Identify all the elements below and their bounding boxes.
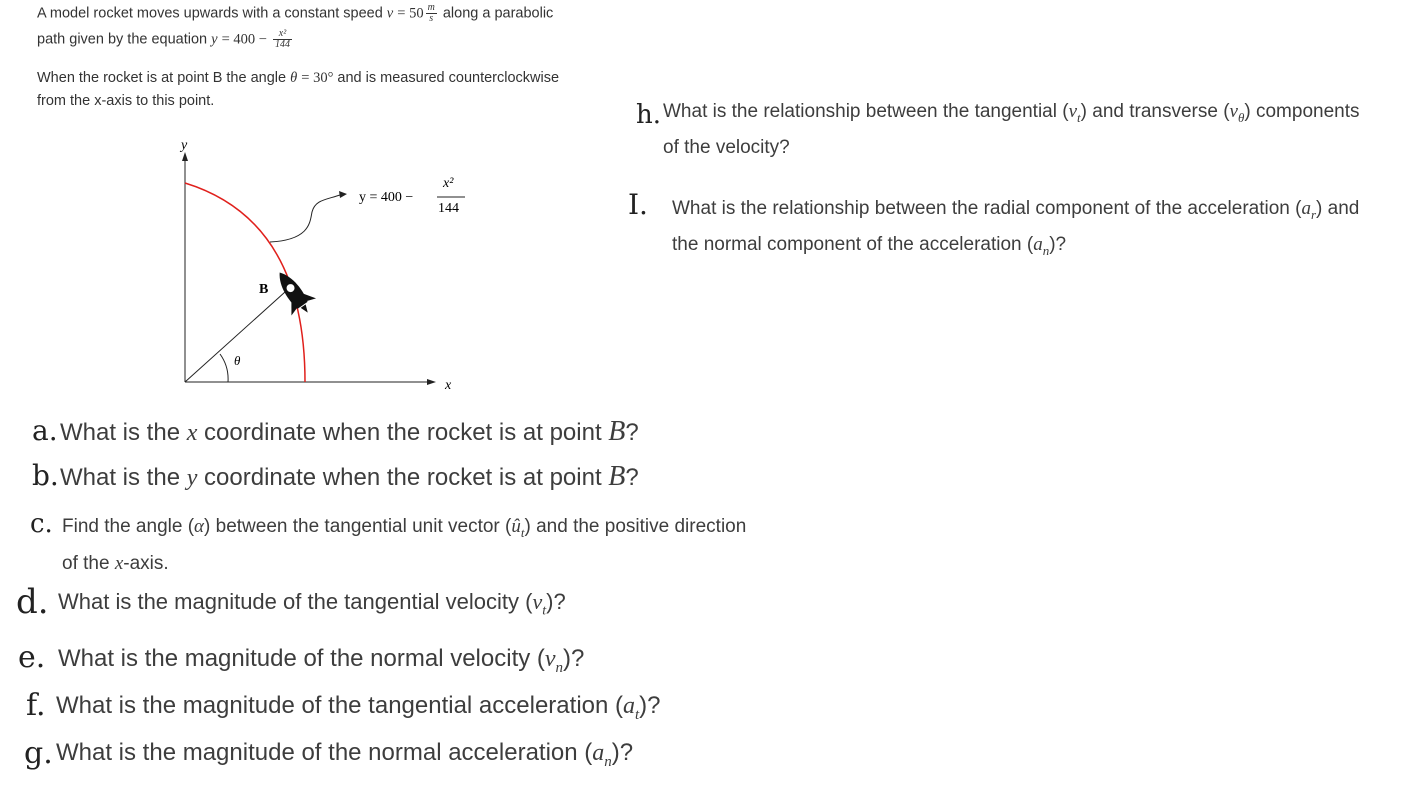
var: v bbox=[1068, 101, 1078, 122]
unit-num: m bbox=[427, 2, 435, 13]
y-axis-arrow bbox=[182, 152, 188, 161]
point-var: B bbox=[608, 416, 626, 447]
question-text: What is the magnitude of the tangential acceleration ( bbox=[56, 692, 623, 719]
var: a bbox=[1033, 233, 1043, 255]
question-text: )? bbox=[546, 589, 566, 614]
marker-c: c. bbox=[30, 509, 53, 539]
var: v bbox=[1229, 101, 1238, 122]
question-d bbox=[58, 589, 566, 619]
question-text: What is the magnitude of the normal velocity ( bbox=[58, 645, 545, 672]
question-text: )? bbox=[563, 645, 585, 672]
rocket-path-figure bbox=[160, 130, 490, 400]
speed-unit bbox=[426, 3, 437, 24]
question-text: Find the angle ( bbox=[62, 516, 195, 537]
eq-num: x² bbox=[273, 29, 292, 40]
question-text: ) and transverse ( bbox=[1080, 101, 1230, 122]
question-text: What is the relationship between the radial component of the acceleration ( bbox=[672, 198, 1302, 219]
curve-equation-left: y = 400 − bbox=[359, 190, 414, 205]
question-text: coordinate when the rocket is at point bbox=[197, 419, 609, 446]
sub: θ bbox=[1237, 109, 1245, 125]
angle-label: θ bbox=[234, 353, 241, 368]
problem-text: When the rocket is at point B the angle bbox=[37, 70, 287, 86]
question-text: What is the relationship between the tangential ( bbox=[663, 101, 1069, 122]
question-text: ? bbox=[625, 464, 639, 491]
sub: t bbox=[520, 524, 525, 540]
question-text: ) and the positive direction bbox=[524, 516, 747, 537]
question-e bbox=[58, 645, 584, 677]
x-axis-label: x bbox=[445, 378, 452, 393]
equation-lhs: y bbox=[211, 31, 218, 48]
var: x bbox=[186, 420, 198, 446]
sub: t bbox=[542, 603, 547, 619]
problem-line-1 bbox=[37, 3, 553, 24]
sub: n bbox=[1042, 242, 1050, 258]
sub: n bbox=[555, 659, 564, 676]
question-text: What is the magnitude of the tangential velocity ( bbox=[58, 589, 533, 614]
curve-equation-num: x² bbox=[443, 176, 454, 191]
rocket-icon bbox=[267, 264, 320, 321]
marker-g: g. bbox=[24, 736, 53, 771]
question-text: ) components bbox=[1244, 101, 1360, 122]
marker-f: f. bbox=[26, 688, 46, 723]
question-text: the normal component of the acceleration ( bbox=[672, 233, 1034, 255]
question-text: )? bbox=[639, 692, 661, 719]
question-text: What is the bbox=[60, 419, 187, 446]
marker-e: e. bbox=[18, 640, 46, 675]
var: x bbox=[114, 552, 124, 574]
point-var: B bbox=[608, 461, 626, 492]
marker-a: a. bbox=[32, 414, 58, 447]
var: a bbox=[592, 740, 605, 766]
marker-h: h. bbox=[636, 100, 662, 130]
question-text: )? bbox=[1049, 233, 1067, 255]
problem-line-2 bbox=[37, 29, 294, 50]
callout-line bbox=[270, 195, 340, 242]
marker-b: b. bbox=[32, 459, 59, 492]
sub: t bbox=[635, 706, 640, 723]
question-text: What is the magnitude of the normal acceleration ( bbox=[56, 739, 593, 766]
var: v bbox=[532, 589, 543, 614]
angle-arc bbox=[220, 354, 228, 382]
callout-arrow bbox=[339, 191, 347, 198]
angle-variable: θ bbox=[290, 70, 298, 86]
question-text: ? bbox=[625, 419, 639, 446]
var: v bbox=[544, 646, 556, 672]
problem-text: and is measured counterclockwise bbox=[337, 70, 560, 86]
speed-value: = 50 bbox=[397, 5, 424, 22]
problem-text: A model rocket moves upwards with a constant speed bbox=[37, 5, 383, 22]
question-a bbox=[60, 416, 639, 448]
speed-variable: v bbox=[386, 5, 394, 22]
radius-line bbox=[185, 292, 285, 382]
equation-mid: = 400 − bbox=[221, 31, 267, 48]
var: û bbox=[511, 516, 521, 537]
y-axis-label: y bbox=[181, 138, 188, 153]
problem-text: along a parabolic bbox=[442, 5, 554, 22]
problem-line-4: from the x-axis to this point. bbox=[37, 93, 215, 109]
eq-den: 144 bbox=[275, 39, 290, 50]
question-text: ) between the tangential unit vector ( bbox=[204, 516, 512, 537]
question-b bbox=[60, 461, 639, 493]
question-text: of the velocity? bbox=[663, 136, 790, 158]
sub: n bbox=[604, 753, 612, 770]
angle-value: = 30° bbox=[301, 70, 334, 86]
x-axis-arrow bbox=[427, 379, 436, 385]
question-text: What is the bbox=[60, 464, 187, 491]
question-i bbox=[672, 194, 1359, 266]
problem-line-3 bbox=[37, 69, 559, 87]
var: a bbox=[1301, 198, 1311, 219]
var: α bbox=[194, 516, 205, 537]
question-text: coordinate when the rocket is at point bbox=[197, 464, 609, 491]
question-text: of the bbox=[62, 552, 115, 574]
sub: t bbox=[1077, 109, 1081, 125]
question-g bbox=[56, 739, 633, 771]
curve-equation-den: 144 bbox=[438, 201, 459, 216]
unit-den: s bbox=[429, 13, 434, 24]
question-h bbox=[663, 97, 1360, 163]
equation-fraction bbox=[273, 29, 292, 50]
question-text: )? bbox=[611, 739, 634, 766]
sub: r bbox=[1310, 206, 1317, 222]
problem-text: path given by the equation bbox=[37, 31, 208, 48]
question-text: -axis. bbox=[123, 552, 169, 574]
var: y bbox=[186, 465, 198, 491]
point-b-label: B bbox=[259, 282, 269, 297]
question-c bbox=[62, 511, 746, 579]
var: a bbox=[623, 693, 635, 719]
marker-d: d. bbox=[16, 582, 49, 622]
marker-i: I. bbox=[628, 188, 648, 221]
question-f bbox=[56, 692, 661, 724]
question-text: ) and bbox=[1316, 198, 1360, 219]
